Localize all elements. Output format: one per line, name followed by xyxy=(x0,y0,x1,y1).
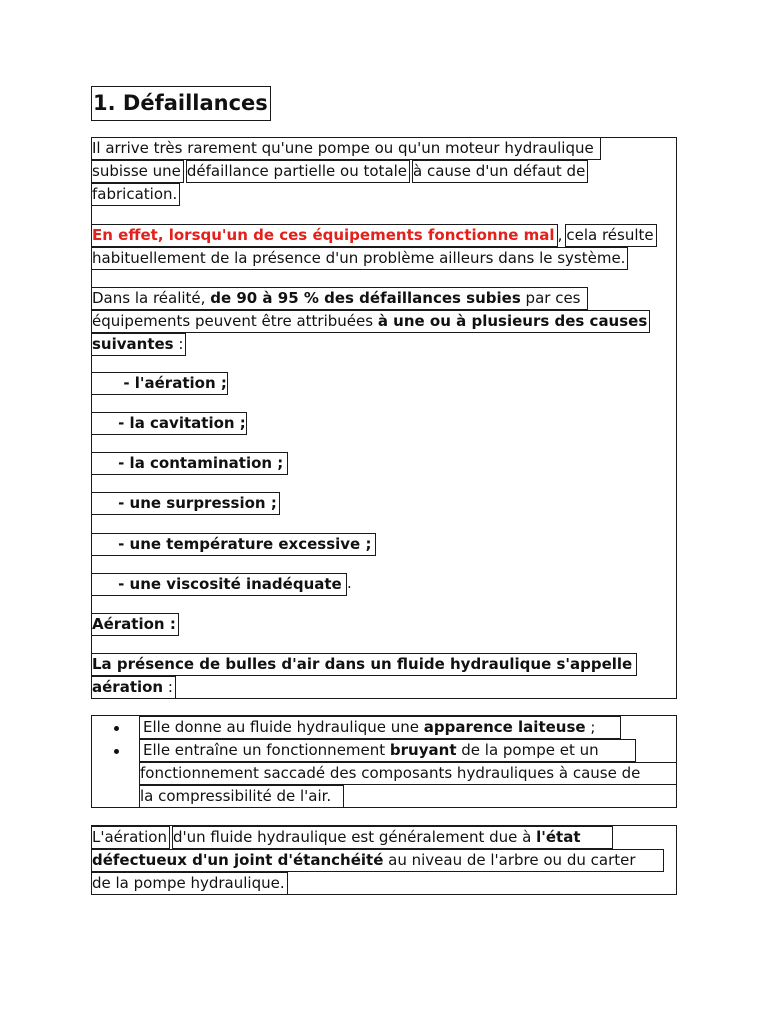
section-heading: 1. Défaillances xyxy=(91,86,271,121)
cause-item: - une viscosité inadéquate . xyxy=(91,573,352,596)
text-line: subisse une xyxy=(91,160,184,183)
paragraph-aeration-cause xyxy=(91,826,664,895)
paragraph-effect xyxy=(91,224,657,270)
comma: , xyxy=(557,226,563,244)
text-line: d'un fluide hydraulique est généralement due à l'état xyxy=(172,826,613,849)
paragraph-causes-intro xyxy=(91,287,650,356)
bullet-item: Elle entraîne un fonctionnement bruyant de la pompe et un xyxy=(139,739,636,762)
text-line: défaillance partielle ou totale xyxy=(186,160,410,183)
text-line: fonctionnement saccadé des composants hydrauliques à cause de xyxy=(139,762,677,785)
cause-item: - une température excessive ; xyxy=(91,533,376,556)
text-line: de la pompe hydraulique. xyxy=(91,872,288,895)
cause-item: - la cavitation ; xyxy=(91,412,247,435)
cause-item: - l'aération ; xyxy=(91,372,228,395)
text-line: équipements peuvent être attribuées à une ou à plusieurs des causes xyxy=(91,310,650,333)
text-line: Dans la réalité, de 90 à 95 % des défaillances subies par ces xyxy=(91,287,588,310)
text-line: défectueux d'un joint d'étanchéité au niveau de l'arbre ou du carter xyxy=(91,849,664,872)
cause-item: - une surpression ; xyxy=(91,492,280,515)
bullet-item: Elle donne au fluide hydraulique une apparence laiteuse ; xyxy=(139,716,621,739)
paragraph-failure-intro xyxy=(91,137,601,206)
text-line: fabrication. xyxy=(91,183,180,206)
aeration-definition xyxy=(91,653,637,699)
text-line: cela résulte xyxy=(565,224,656,247)
aeration-title: Aération : xyxy=(91,613,179,636)
text-line: habituellement de la présence d'un problème ailleurs dans le système. xyxy=(91,247,628,270)
text-line: L'aération xyxy=(91,826,170,849)
text-line: à cause d'un défaut de xyxy=(412,160,588,183)
cause-item: - la contamination ; xyxy=(91,452,288,475)
highlight-text: En effet, lorsqu'un de ces équipements fonctionne mal xyxy=(91,224,558,247)
text-line: La présence de bulles d'air dans un fluide hydraulique s'appelle xyxy=(91,653,637,676)
bullet-dot xyxy=(114,726,119,731)
text-line: suivantes : xyxy=(91,333,186,356)
text-line: Il arrive très rarement qu'une pompe ou qu'un moteur hydraulique xyxy=(91,137,601,160)
text-line: la compressibilité de l'air. xyxy=(139,785,344,808)
text-line: aération : xyxy=(91,676,176,699)
bullet-list xyxy=(139,716,677,808)
bullet-dot xyxy=(114,749,119,754)
